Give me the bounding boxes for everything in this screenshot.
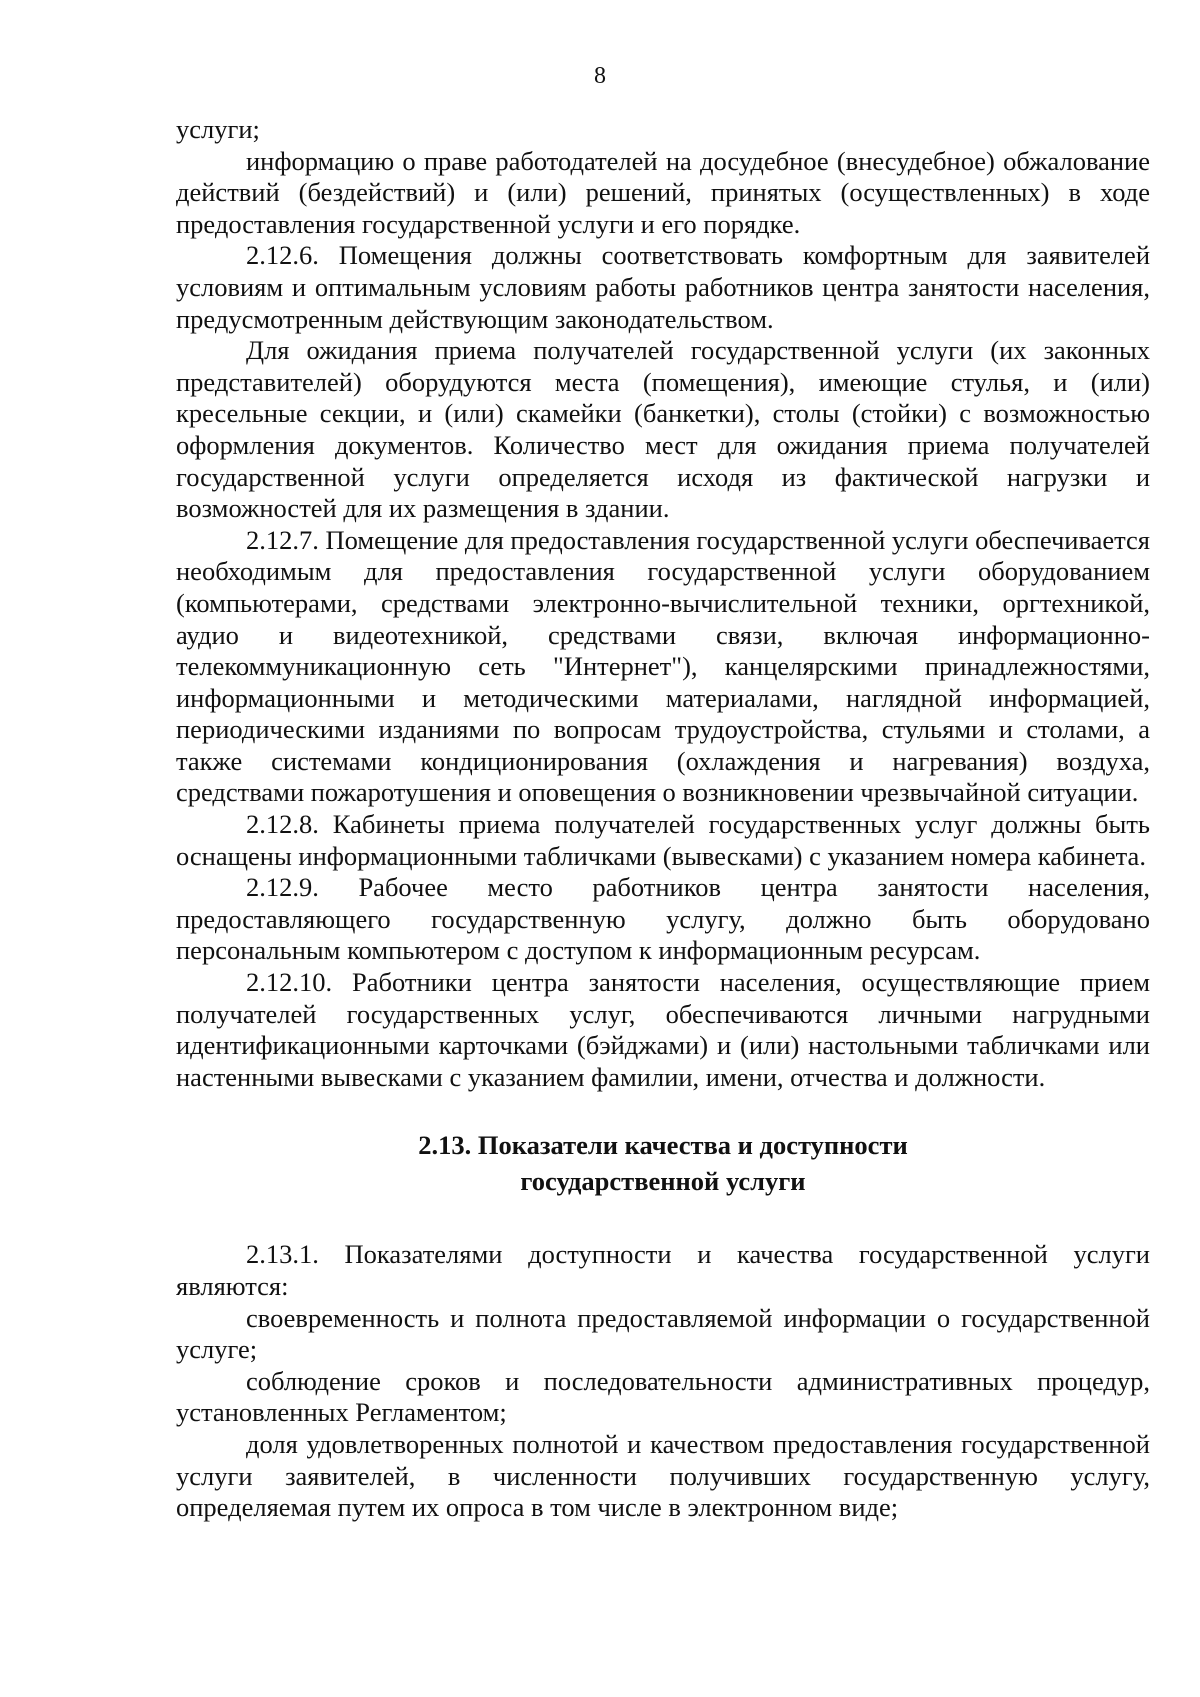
paragraph: соблюдение сроков и последовательности административных процедур, установленных Регламентом;: [176, 1365, 1150, 1428]
section-heading-line: государственной услуги: [520, 1166, 806, 1197]
paragraphs-after-heading: [176, 1239, 1150, 1523]
paragraph: 2.12.6. Помещения должны соответствовать комфортным для заявителей условиям и оптимальным условиям работы работников центра занятости населения, предусмотренным действующим законодательством.: [176, 240, 1150, 334]
paragraph: услуги;: [176, 114, 260, 144]
section-heading-line: 2.13. Показатели качества и доступности: [418, 1130, 908, 1161]
paragraph: 2.12.7. Помещение для предоставления государственной услуги обеспечивается необходимым для предоставления государственной услуги оборудованием (компьютерами, средствами электронно-вычислительной техники, оргтехникой, аудио и видеотехникой, средствами связи, включая информационно-телекоммуникационную сеть "Интернет"), канцелярскими принадлежностями, информационными и методическими материалами, наглядной информацией, периодическими изданиями по вопросам трудоустройства, стульями и столами, а также системами кондиционирования (охлаждения и нагревания) воздуха, средствами пожаротушения и оповещения о возникновении чрезвычайной ситуации.: [176, 524, 1150, 808]
paragraph: 2.13.1. Показателями доступности и качества государственной услуги являются:: [176, 1239, 1150, 1301]
paragraphs-before-heading: [176, 114, 1150, 1093]
document-body: [176, 114, 1150, 1524]
paragraph: информацию о праве работодателей на досудебное (внесудебное) обжалование действий (бездействий) и (или) решений, принятых (осуществленных) в ходе предоставления государственной услуги и его порядке.: [176, 145, 1150, 239]
paragraph: Для ожидания приема получателей государственной услуги (их законных представителей) оборудуются места (помещения), имеющие стулья, и (или) кресельные секции, и (или) скамейки (банкетки), столы (стойки) с возможностью оформления документов. Количество мест для ожидания приема получателей государственной услуги определяется исходя из фактической нагрузки и возможностей для их размещения в здании.: [176, 335, 1150, 524]
paragraph: 2.12.8. Кабинеты приема получателей государственных услуг должны быть оснащены информационными табличками (вывесками) с указанием номера кабинета.: [176, 809, 1150, 871]
paragraph: доля удовлетворенных полнотой и качеством предоставления государственной услуги заявителей, в численности получивших государственную услугу, определяемая путем их опроса в том числе в электронном виде;: [176, 1428, 1150, 1523]
paragraph: 2.12.10. Работники центра занятости населения, осуществляющие прием получателей государственных услуг, обеспечиваются личными нагрудными идентификационными карточками (бэйджами) и (или) настольными табличками или настенными вывесками с указанием фамилии, имени, отчества и должности.: [176, 967, 1150, 1092]
page-number: 8: [594, 63, 606, 89]
paragraph: 2.12.9. Рабочее место работников центра занятости населения, предоставляющего государственную услугу, должно быть оборудовано персональным компьютером с доступом к информационным ресурсам.: [176, 872, 1150, 966]
section-heading: [176, 1127, 1150, 1199]
paragraph: своевременность и полнота предоставляемой информации о государственной услуге;: [176, 1302, 1150, 1365]
